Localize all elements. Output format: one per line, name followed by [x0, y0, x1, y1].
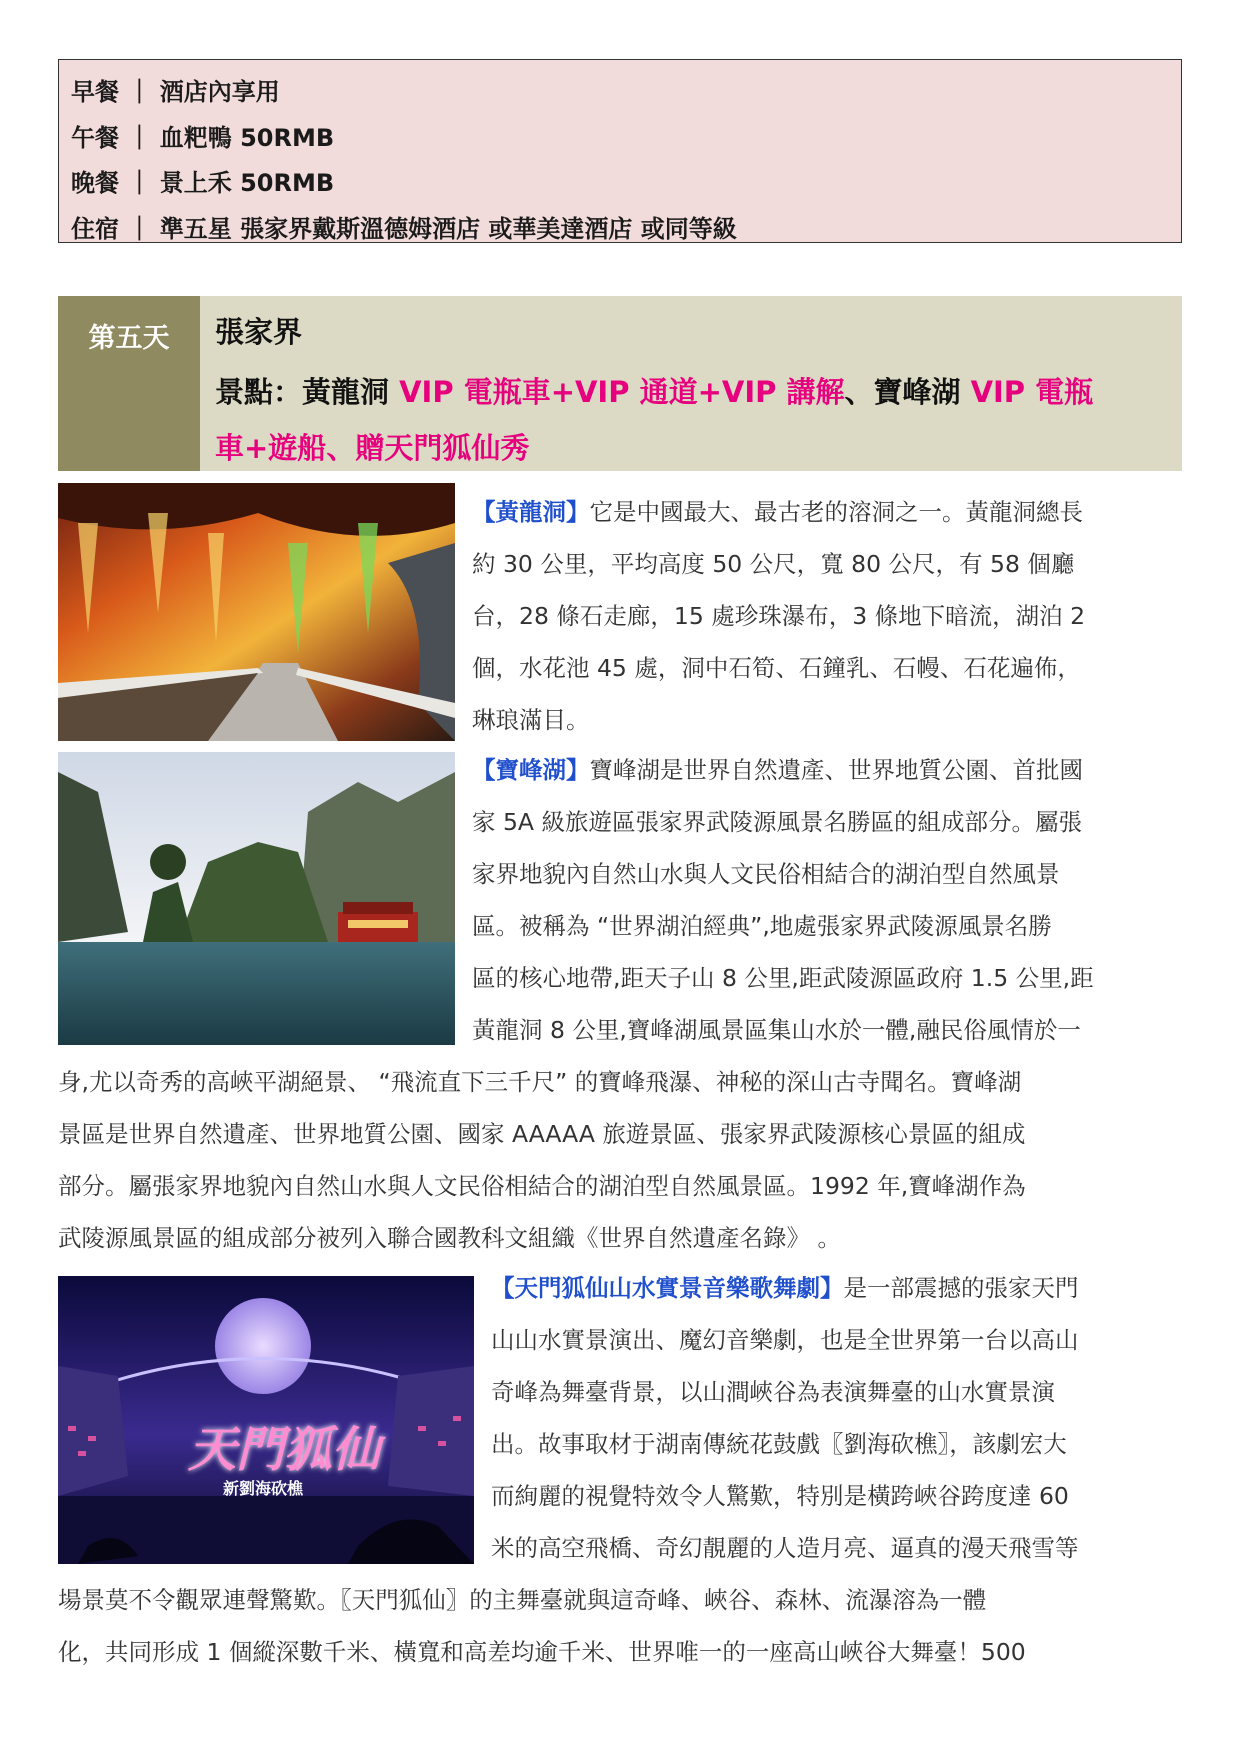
- tianmen-show-poster: [58, 1276, 474, 1564]
- huanglong-cave-photo: [58, 483, 455, 741]
- tianmen-paragraph: 【天門狐仙山水實景音樂歌舞劇】是一部震撼的張家天門 山山水實景演出、魔幻音樂劇，也是全世界第一台以高山 奇峰為舞臺背景，以山澗峽谷為表演舞臺的山水實景演 出。故事取材于湖南傳統花鼓戲〖劉海砍樵〗，該劇宏大 而絢麗的視覺特效令人驚歎，特別是橫跨峽谷跨度達 60 米的高空飛橋、奇幻靚麗的人造月亮、逼真的漫天飛雪等: [491, 1274, 1079, 1562]
- poster-title: 天門狐仙: [188, 1422, 381, 1478]
- baofeng-paragraph-continued: 身,尤以奇秀的高峽平湖絕景、 “飛流直下三千尺” 的寶峰飛瀑、神秘的深山古寺聞名。寶峰湖 景區是世界自然遺產、世界地質公園、國家 AAAAA 旅遊景區、張家界武陵源核心景區的組成 部分。屬張家界地貌內自然山水與人文民俗相結合的湖泊型自然風景區。1992 年,寶峰湖作為 武陵源風景區的組成部分被列入聯合國教科文組織《世界自然遺產名錄》 。: [58, 1068, 1026, 1252]
- day-sights: 景點：黃龍洞 VIP 電瓶車+VIP 通道+VIP 講解、寶峰湖 VIP 電瓶 車+遊船、贈天門狐仙秀: [215, 375, 1094, 465]
- tianmen-paragraph-continued: 場景莫不令觀眾連聲驚歎。〖天門狐仙〗的主舞臺就與這奇峰、峽谷、森林、流瀑溶為一體 化，共同形成 1 個縱深數千米、橫寬和高差均逾千米、世界唯一的一座高山峽谷大舞臺！500: [58, 1586, 1026, 1666]
- meal-hotel: 住宿 ｜ 準五星 張家界戴斯溫德姆酒店 或華美達酒店 或同等級: [71, 214, 737, 243]
- day-city: 張家界: [215, 315, 303, 349]
- meal-breakfast: 早餐 ｜ 酒店內享用: [71, 78, 280, 106]
- huanglong-paragraph: 【黃龍洞】它是中國最大、最古老的溶洞之一。黃龍洞總長 約 30 公里，平均高度 50 公尺，寬 80 公尺，有 58 個廳 台，28 條石走廊，15 處珍珠瀑布，3 條地下暗流，湖泊 2 個，水花池 45 處，洞中石筍、石鐘乳、石幔、石花遍佈， 琳琅滿目。: [472, 498, 1086, 734]
- day-label: 第五天: [58, 296, 200, 471]
- meal-lunch: 午餐 ｜ 血粑鴨 50RMB: [71, 123, 335, 152]
- baofeng-paragraph: 【寶峰湖】寶峰湖是世界自然遺產、世界地質公園、首批國 家 5A 級旅遊區張家界武陵源風景名勝區的組成部分。屬張 家界地貌內自然山水與人文民俗相結合的湖泊型自然風景 區。被稱為 “世界湖泊經典”,地處張家界武陵源風景名勝 區的核心地帶,距天子山 8 公里,距武陵源區政府 1.5 公里,距 黃龍洞 8 公里,寶峰湖風景區集山水於一體,融民俗風情於一: [472, 756, 1094, 1044]
- meal-dinner: 晚餐 ｜ 景上禾 50RMB: [71, 169, 335, 197]
- baofeng-lake-photo: [58, 752, 455, 1045]
- poster-subtitle: 新劉海砍樵: [223, 1479, 304, 1498]
- day-header: [58, 296, 1182, 471]
- meals-box: [58, 59, 1182, 243]
